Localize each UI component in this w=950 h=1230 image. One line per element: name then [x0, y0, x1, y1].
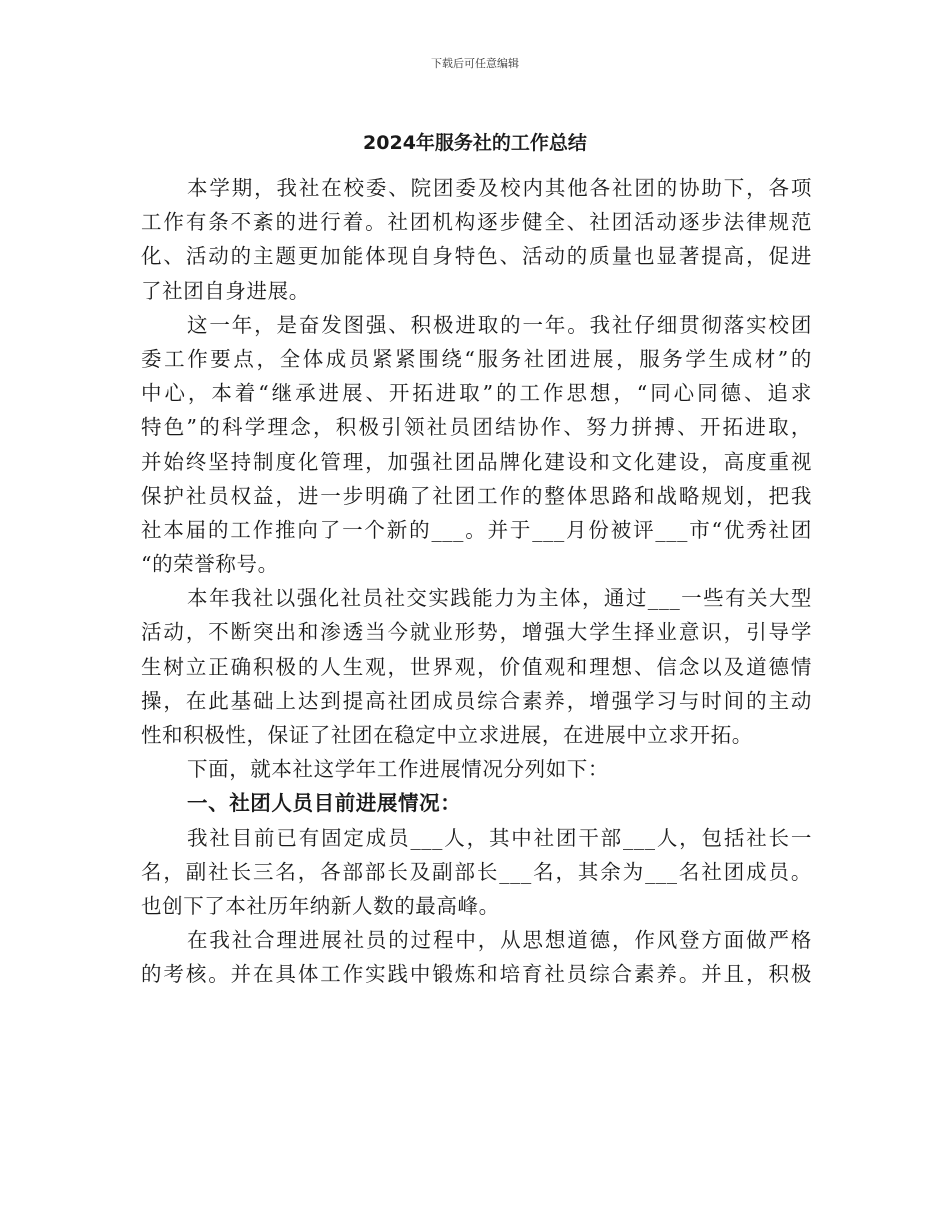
- paragraph-line: “的荣誉称号。: [141, 552, 279, 577]
- paragraph-line: 活动，不断突出和渗透当今就业形势，增强大学生择业意识，引导学: [141, 620, 812, 645]
- paragraph-line: 也创下了本社历年纳新人数的最高峰。: [141, 893, 500, 918]
- paragraph-line: 在我社合理进展社员的过程中，从思想道德，作风登方面做严格: [187, 928, 812, 953]
- paragraph-line: 并始终坚持制度化管理，加强社团品牌化建设和文化建设，高度重视: [141, 449, 812, 474]
- paragraph-line: 下面，就本社这学年工作进展情况分列如下：: [187, 757, 609, 782]
- document-body: [141, 171, 812, 992]
- paragraph-line: 性和积极性，保证了社团在稳定中立求进展，在进展中立求开拓。: [141, 723, 753, 747]
- paragraph-line: 工作有条不紊的进行着。社团机构逐步健全、社团活动逐步法律规范: [141, 210, 812, 235]
- paragraph-line: 化、活动的主题更加能体现自身特色、活动的质量也显著提高，促进: [141, 244, 812, 269]
- paragraph-line: 了社团自身进展。: [141, 278, 310, 303]
- paragraph-line: 本年我社以强化社员社交实践能力为主体，通过___一些有关大型: [187, 586, 812, 611]
- paragraph-line: 名，副社长三名，各部部长及副部长___名，其余为___名社团成员。: [141, 859, 812, 884]
- paragraph-line: 特色”的科学理念，积极引领社员团结协作、努力拼搏、开拓进取，: [141, 415, 812, 440]
- paragraph-line: 委工作要点，全体成员紧紧围绕“服务社团进展，服务学生成材”的: [141, 346, 812, 371]
- paragraph-line: 社本届的工作推向了一个新的___。并于___月份被评___市“优秀社团: [141, 517, 812, 542]
- document-title: 2024年服务社的工作总结: [363, 132, 587, 154]
- paragraph-line: 这一年，是奋发图强、积极进取的一年。我社仔细贯彻落实校团: [187, 312, 812, 337]
- paragraph-line: 的考核。并在具体工作实践中锻炼和培育社员综合素养。并且，积极: [141, 962, 812, 987]
- paragraph-line: 本学期，我社在校委、院团委及校内其他各社团的协助下，各项: [187, 176, 812, 200]
- paragraph-line: 操，在此基础上达到提高社团成员综合素养，增强学习与时间的主动: [141, 688, 812, 713]
- page-header-note: 下载后可任意编辑: [431, 57, 519, 70]
- paragraph-line: 生树立正确积极的人生观，世界观，价值观和理想、信念以及道德情: [141, 654, 812, 679]
- section-heading: 一、社团人员目前进展情况：: [187, 791, 462, 816]
- paragraph-line: 中心，本着“继承进展、开拓进取”的工作思想，“同心同德、追求: [141, 381, 812, 406]
- paragraph-line: 保护社员权益，进一步明确了社团工作的整体思路和战略规划，把我: [141, 483, 812, 508]
- paragraph-line: 我社目前已有固定成员___人，其中社团干部___人，包括社长一: [187, 825, 812, 850]
